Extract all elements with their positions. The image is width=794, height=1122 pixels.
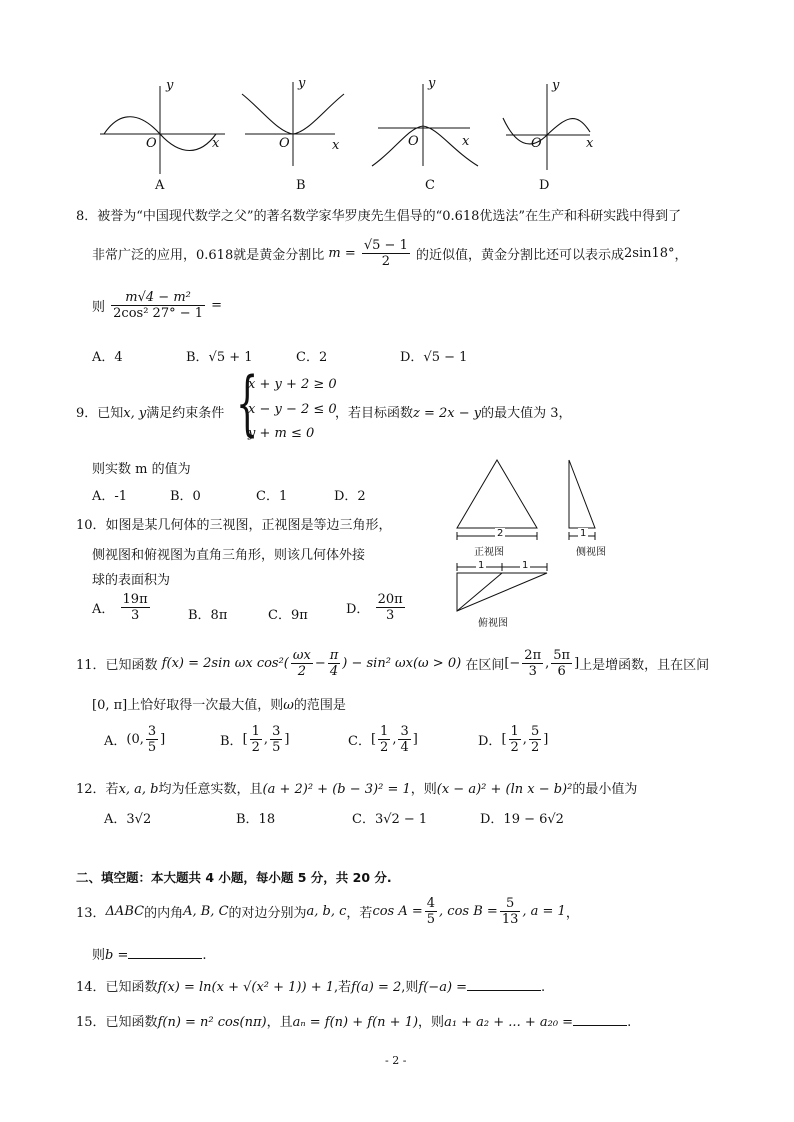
q11-f1: f(x) = 2sin ωx cos²( (161, 656, 289, 671)
q13-b-num: 5 (500, 896, 521, 912)
graph-label-b: B (296, 178, 306, 193)
graph-c-y-label: y (428, 76, 436, 91)
q12-option-a[interactable]: A．3√2 (104, 812, 152, 827)
q10-option-d-den: 3 (385, 608, 395, 623)
q13-frac-b (500, 896, 521, 927)
q13-cosA: cos A = (372, 904, 423, 919)
q8-number: 8． (76, 209, 98, 224)
q9-post: ，若目标函数 (335, 406, 414, 421)
q11-frac-b (328, 648, 341, 679)
q15-sum: a₁ + a₂ + ... + a₂₀ = (444, 1015, 574, 1030)
q11-opt-a-n1: 3 (147, 724, 157, 739)
q9-option-c[interactable]: C．1 (256, 489, 288, 504)
q9-line2 (92, 458, 191, 477)
graph-label-a: A (155, 178, 165, 193)
q10-option-a-den: 3 (130, 608, 140, 623)
q10-text2: 侧视图和俯视图为直角三角形，则该几何体外接 (92, 548, 366, 563)
q11-opt-d-n1: 1 (510, 724, 519, 739)
top-view-dim-2: 1 (522, 560, 529, 571)
q11-opt-c-l: [ (370, 732, 377, 747)
graph-d-x-label: x (586, 136, 594, 151)
q11-opt-c-label: C． (348, 734, 371, 749)
side-view-triangle (569, 460, 595, 528)
q14-f: f(x) = ln(x + √(x² + 1)) + 1 (157, 980, 334, 995)
q11-frac-a (291, 648, 313, 679)
q9-option-b[interactable]: B．0 (170, 489, 201, 504)
q8-then: 则 (92, 300, 106, 315)
q10-option-d-num: 20π (377, 592, 403, 607)
q11-mid: 在区间 (465, 658, 505, 673)
q11-fa-den: 2 (297, 664, 306, 679)
q8-line1 (76, 205, 681, 224)
q11-interval-a (522, 648, 543, 679)
q9-line1 (76, 402, 224, 421)
q14-answer-blank[interactable] (467, 978, 541, 991)
q14-end: . (541, 980, 546, 995)
q15-mid2: ，则 (418, 1015, 445, 1030)
q8-expr-num: m√4 − m² (111, 290, 205, 306)
top-view-label: 俯视图 (478, 618, 508, 629)
q12-pre: 若 (105, 782, 119, 797)
q11-opt-c-m: , (392, 732, 397, 747)
q9-brace: { (236, 362, 259, 444)
function-graphs (0, 70, 794, 195)
q11-opt-d-r: ] (543, 732, 549, 747)
q9-constraint-2: x − y − 2 ≤ 0 (248, 402, 337, 417)
q15-mid: ，且 (266, 1015, 293, 1030)
q13-cosB: , cos B = (439, 904, 498, 919)
q10-option-d-frac (376, 592, 405, 623)
q11-opt-a-r: ] (160, 732, 166, 747)
q11-opt-c-d2: 4 (400, 740, 409, 755)
q8-option-c[interactable]: C．2 (296, 350, 328, 365)
q11-minus: − (314, 656, 326, 671)
section2-title: 二、填空题：本大题共 4 小题，每小题 5 分，共 20 分. (76, 870, 392, 885)
q12-cond: (a + 2)² + (b − 3)² = 1 (262, 782, 411, 797)
q11-option-d[interactable] (478, 724, 548, 755)
q15-pre: 已知函数 (105, 1015, 158, 1030)
q11-f2: ) − sin² ωx(ω > 0) (342, 656, 462, 671)
q15-number: 15． (76, 1015, 106, 1030)
q11-int1: [− (504, 656, 521, 671)
graph-a-origin: O (146, 136, 157, 151)
q8-text2b: 的近似值，黄金分割比还可以表示成 (415, 248, 624, 263)
graph-b-y-label: y (298, 76, 306, 91)
q13-a-num: 4 (426, 896, 436, 911)
q8-text1: 被誉为“中国现代数学之父”的著名数学家华罗庚先生倡导的“0.618优选法”在生产和科研实践中得到了 (97, 209, 682, 224)
q11-opt-d-d1: 2 (510, 740, 519, 755)
q11-opt-a-frac (146, 724, 158, 755)
q10-line2 (92, 544, 365, 563)
q13-line2 (92, 944, 207, 963)
q12-option-c[interactable]: C．3√2 − 1 (352, 812, 428, 827)
q13-a1: , a = 1 (522, 904, 566, 919)
q11-fb-num: π (329, 648, 339, 663)
q13-b: b = (105, 948, 129, 963)
q10-text1: 如图是某几何体的三视图，正视图是等边三角形， (105, 518, 392, 533)
q8-option-a[interactable]: A．4 (92, 350, 123, 365)
q9-mid: 满足约束条件 (146, 406, 225, 421)
q11-ia-num: 2π (524, 648, 542, 663)
q11-option-c[interactable] (348, 724, 418, 755)
q8-frac-num: √5 − 1 (363, 238, 408, 253)
q10-option-a-num: 19π (122, 592, 148, 607)
q8-text2a: 非常广泛的应用，0.618就是黄金分割比 (92, 248, 325, 263)
q13-then: 则 (92, 948, 106, 963)
q11-comma: , (545, 656, 550, 671)
q11-option-a[interactable] (104, 724, 165, 755)
q9-line1b (335, 402, 572, 421)
q13-number: 13． (76, 906, 106, 921)
q11-opt-b-label: B． (220, 734, 243, 749)
q12-vars: x, a, b (118, 782, 159, 797)
q9-option-a[interactable]: A．-1 (92, 489, 128, 504)
q9-constraint-3: y + m ≤ 0 (248, 426, 315, 441)
graph-c-x-label: x (462, 134, 470, 149)
q11-opt-b-frac2 (270, 724, 282, 755)
q13-sides: a, b, c (306, 904, 347, 919)
q11-omega: ω (283, 698, 294, 713)
q11-opt-d-label: D． (478, 734, 502, 749)
q10-number: 10． (76, 518, 106, 533)
graph-label-d: D (539, 178, 550, 193)
top-view-triangle (457, 573, 547, 611)
side-view-dim: 1 (580, 528, 587, 539)
q14-mid2: ,则 (401, 980, 419, 995)
graph-a (100, 86, 225, 174)
graph-b-origin: O (279, 136, 290, 151)
q11-ib-den: 6 (557, 664, 566, 679)
q11-opt-b-n2: 3 (272, 724, 281, 739)
q13-t3: ，若 (346, 906, 373, 921)
q14-line (76, 976, 545, 995)
q8-eq: = (211, 298, 223, 313)
q9-vars: x, y (123, 406, 147, 421)
q14-fa: f(a) = 2 (351, 980, 402, 995)
q11-opt-a-label: A． (104, 734, 127, 749)
q11-line2a: [0, π] (92, 698, 128, 713)
q12-post: 的最小值为 (572, 782, 638, 797)
q11-opt-a-d1: 5 (147, 740, 157, 755)
q11-opt-d-n2: 5 (530, 724, 540, 739)
q11-opt-c-n2: 3 (400, 724, 409, 739)
q11-opt-d-d2: 2 (530, 740, 540, 755)
q12-number: 12． (76, 782, 106, 797)
q13-answer-blank[interactable] (128, 946, 202, 959)
q13-tri: ΔABC (105, 904, 145, 919)
q11-line2 (92, 694, 346, 713)
graph-label-c: C (425, 178, 435, 193)
q15-an: aₙ = f(n) + f(n + 1) (292, 1015, 419, 1030)
graph-b-x-label: x (332, 138, 340, 153)
q15-line (76, 1011, 631, 1030)
q10-text3: 球的表面积为 (92, 573, 171, 588)
q8-frac-den: 2 (381, 254, 390, 269)
q8-line3 (92, 290, 222, 321)
front-view-dim: 2 (497, 528, 504, 539)
q8-option-b[interactable]: B．√5 + 1 (186, 350, 253, 365)
q11-opt-d-m: , (522, 732, 527, 747)
q8-option-d[interactable]: D．√5 − 1 (400, 350, 468, 365)
q8-expr-den: 2cos² 27° − 1 (113, 306, 204, 321)
q8-m-eq: m = (328, 246, 356, 261)
q10-option-a-label: A． (92, 602, 115, 617)
q13-line1 (76, 896, 579, 927)
q8-expression (111, 290, 205, 321)
q12-expr: (x − a)² + (ln x − b)² (436, 782, 573, 797)
q13-a-den: 5 (426, 912, 436, 927)
graph-c (372, 84, 478, 166)
q10-line3 (92, 569, 170, 588)
q10-line1 (76, 514, 392, 533)
q10-option-d-label: D． (346, 602, 370, 617)
q13-t2: 的对边分别为 (228, 906, 307, 921)
q9-constraint-1: x + y + 2 ≥ 0 (248, 377, 337, 392)
q12-mid2: ，则 (410, 782, 437, 797)
graph-d-origin: O (531, 136, 542, 151)
q11-opt-b-frac1 (250, 724, 262, 755)
q11-ib-num: 5π (553, 648, 571, 663)
q8-sin: 2sin18° (624, 246, 675, 261)
q11-opt-d-frac1 (509, 724, 521, 755)
q13-end: . (202, 948, 207, 963)
graph-d-y-label: y (552, 78, 560, 93)
q15-end: . (627, 1015, 632, 1030)
q11-fa-num: ωx (292, 648, 311, 663)
q12-option-d[interactable]: D．19 − 6√2 (480, 812, 564, 827)
graph-b (242, 82, 344, 166)
q14-pre: 已知函数 (105, 980, 158, 995)
q11-line2c: 的范围是 (293, 698, 346, 713)
q11-opt-d-l: [ (501, 732, 507, 747)
q9-text2: 则实数 m 的值为 (92, 462, 191, 477)
q11-opt-c-frac1 (378, 724, 390, 755)
q13-frac-a (425, 896, 437, 927)
q8-golden-fraction (362, 238, 410, 269)
graph-c-origin: O (408, 134, 419, 149)
q11-opt-b-r: ] (284, 732, 290, 747)
q12-line1 (76, 778, 637, 797)
q13-abc: A, B, C (183, 904, 229, 919)
front-view-triangle (457, 460, 537, 528)
q9-option-d[interactable]: D．2 (334, 489, 366, 504)
q11-opt-b-n1: 1 (251, 724, 260, 739)
q11-opt-d-frac2 (529, 724, 541, 755)
q14-mid: ,若 (334, 980, 352, 995)
q10-option-b[interactable]: B．8π (188, 608, 228, 623)
page-number: - 2 - (385, 1054, 407, 1067)
q11-ia-den: 3 (528, 664, 537, 679)
q10-option-a[interactable] (92, 592, 152, 623)
q15-answer-blank[interactable] (573, 1013, 627, 1026)
q10-option-d[interactable] (346, 592, 407, 623)
q11-pre: 已知函数 (105, 658, 158, 673)
q14-fna: f(−a) = (418, 980, 468, 995)
q12-option-b[interactable]: B．18 (236, 812, 276, 827)
q11-opt-b-d1: 2 (251, 740, 260, 755)
q11-line2b: 上恰好取得一次最大值，则 (127, 698, 284, 713)
q9-pre: 已知 (97, 406, 124, 421)
q9-number: 9． (76, 406, 98, 421)
front-view-label: 正视图 (474, 547, 504, 558)
q11-line1 (76, 648, 709, 679)
q13-t1: 的内角 (144, 906, 184, 921)
graph-d (503, 84, 590, 170)
graph-a-x-label: x (212, 136, 220, 151)
q14-number: 14． (76, 980, 106, 995)
q11-int2: ] (574, 656, 580, 671)
q13-t4: ， (565, 906, 579, 921)
q11-opt-a-l: (0, (126, 732, 144, 747)
q11-option-b[interactable] (220, 724, 289, 755)
q8-line2 (92, 238, 688, 269)
q13-b-den: 13 (501, 912, 519, 927)
q10-option-a-frac (121, 592, 150, 623)
q11-opt-c-frac2 (398, 724, 410, 755)
q9-post2: 的最大值为 3， (481, 406, 572, 421)
q11-opt-b-l: [ (242, 732, 248, 747)
q9-z: z = 2x − y (413, 406, 482, 421)
q12-mid: 均为任意实数，且 (158, 782, 263, 797)
graph-a-y-label: y (166, 78, 174, 93)
q15-f: f(n) = n² cos(nπ) (157, 1015, 267, 1030)
side-view-label: 侧视图 (576, 547, 606, 558)
top-view-dim-1: 1 (478, 560, 485, 571)
q11-opt-c-d1: 2 (380, 740, 389, 755)
q8-text2c: ， (674, 248, 688, 263)
q11-number: 11． (76, 658, 106, 673)
q11-opt-b-d2: 5 (272, 740, 281, 755)
q10-option-c[interactable]: C．9π (268, 608, 308, 623)
q11-post: 上是增函数，且在区间 (579, 658, 710, 673)
q11-opt-c-r: ] (412, 732, 418, 747)
q11-opt-c-n1: 1 (380, 724, 389, 739)
q11-interval-b (551, 648, 572, 679)
q11-opt-b-m: , (263, 732, 269, 747)
q11-fb-den: 4 (329, 664, 339, 679)
